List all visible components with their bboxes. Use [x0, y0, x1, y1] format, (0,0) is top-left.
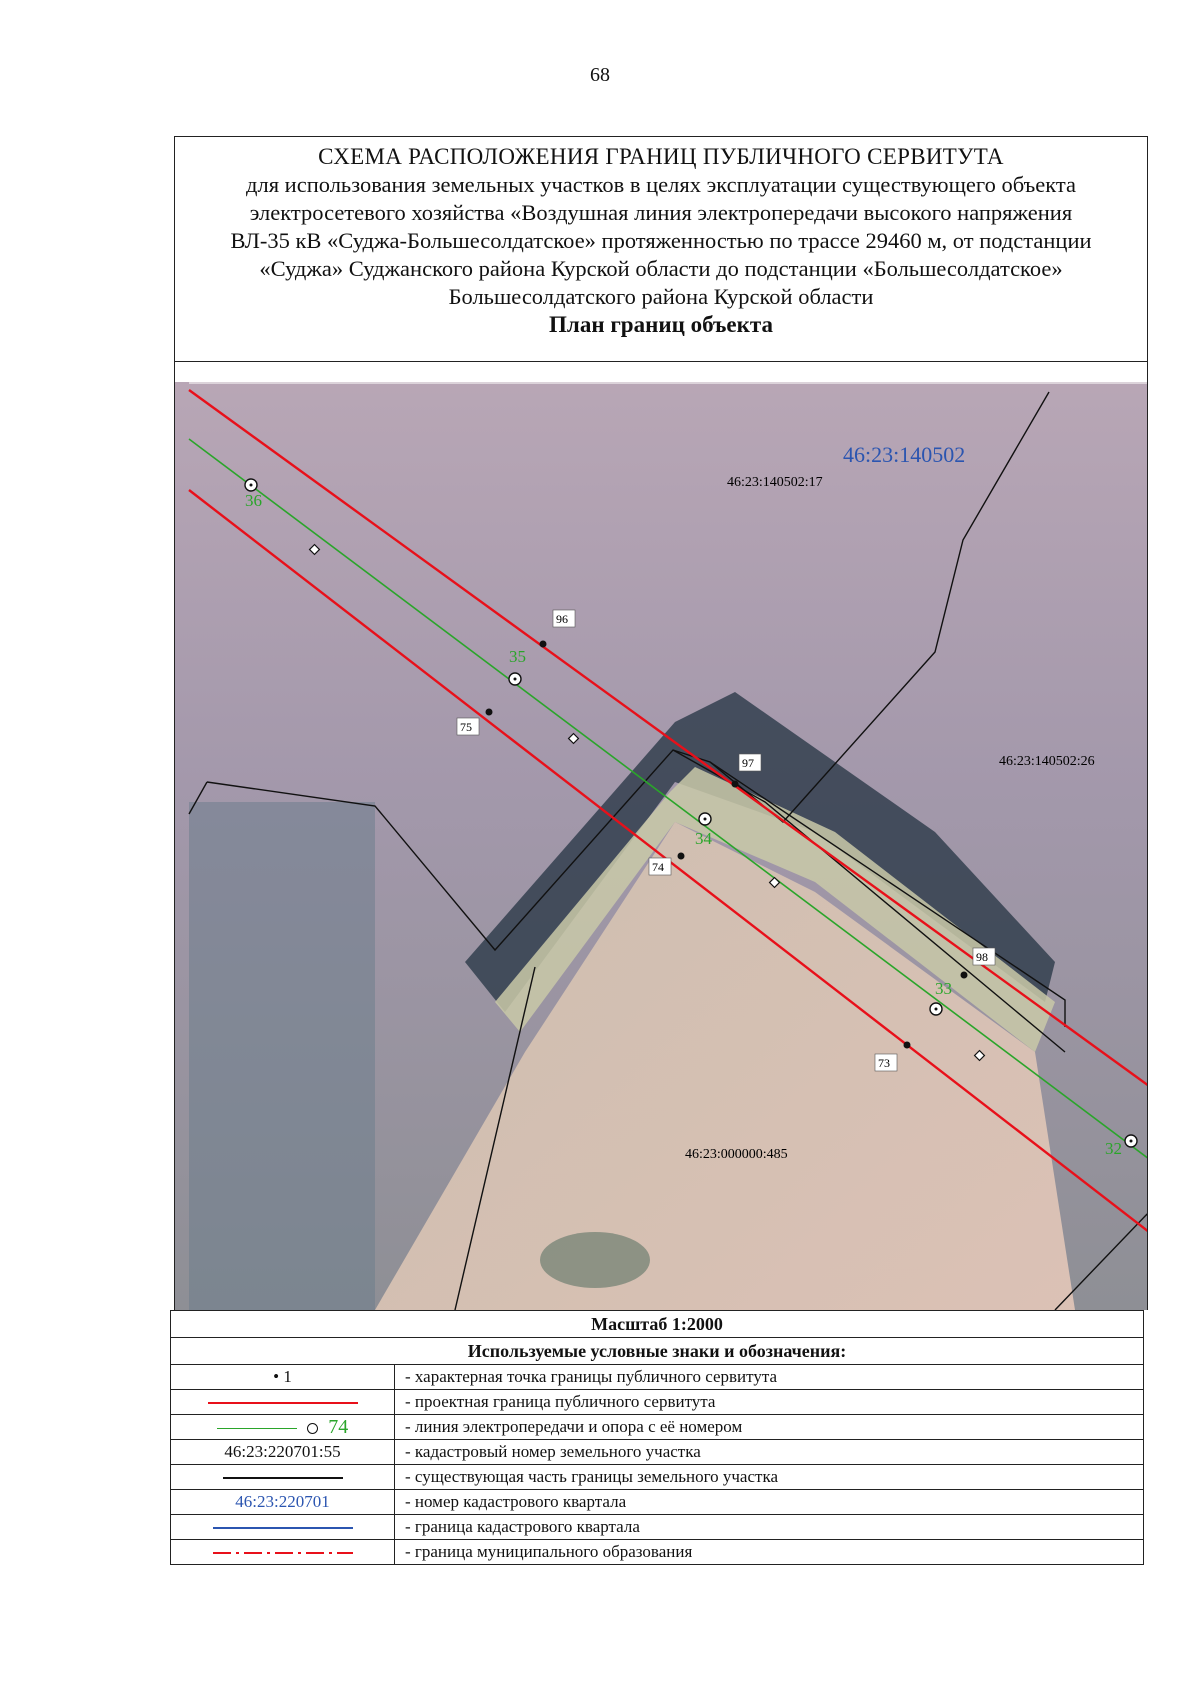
svg-text:75: 75	[460, 720, 472, 734]
boundary-point[interactable]	[732, 781, 739, 788]
pole-number: 36	[245, 491, 262, 510]
title-line: электросетевого хозяйства «Воздушная линия электропередачи высокого напряжения	[249, 200, 1073, 225]
svg-text:73: 73	[878, 1056, 890, 1070]
map-canvas	[175, 362, 1148, 1310]
legend-row	[171, 1465, 1144, 1490]
red-line-symbol	[171, 1390, 395, 1415]
legend-heading: Используемые условные знаки и обозначения:	[171, 1338, 1144, 1365]
title-block	[174, 136, 1148, 362]
title-line: Большесолдатского района Курской области	[448, 284, 874, 309]
point-label	[875, 1054, 897, 1071]
svg-text:96: 96	[556, 612, 568, 626]
pole-number: 33	[935, 979, 952, 998]
boundary-point[interactable]	[961, 972, 968, 979]
pole-number: 35	[509, 647, 526, 666]
legend-row	[171, 1515, 1144, 1540]
boundary-point[interactable]	[678, 853, 685, 860]
map-top-margin	[175, 362, 1148, 382]
legend-text: - номер кадастрового квартала	[395, 1490, 1144, 1515]
title-line: ВЛ-35 кВ «Суджа-Большесолдатское» протяженностью по трассе 29460 м, от подстанции	[230, 228, 1092, 253]
pole-number: 34	[695, 829, 712, 848]
plan-subtitle: План границ объекта	[549, 312, 773, 337]
dashdot-line-symbol	[171, 1540, 395, 1565]
legend-text: - кадастровый номер земельного участка	[395, 1440, 1144, 1465]
point-symbol: • 1	[171, 1365, 395, 1390]
pole-icon	[307, 1423, 318, 1434]
pole-marker[interactable]	[1125, 1135, 1137, 1147]
point-label	[649, 858, 671, 875]
legend-row	[171, 1390, 1144, 1415]
parcel-number: 46:23:140502:26	[999, 754, 1095, 769]
pole-number: 32	[1105, 1139, 1122, 1158]
boundary-point[interactable]	[486, 709, 493, 716]
point-label	[739, 754, 761, 771]
point-label	[553, 610, 575, 627]
pole-marker[interactable]	[245, 479, 257, 491]
legend-text: - проектная граница публичного сервитута	[395, 1390, 1144, 1415]
scale-label: Масштаб 1:2000	[171, 1311, 1144, 1338]
quarter-number-symbol: 46:23:220701	[171, 1490, 395, 1515]
title-line: для использования земельных участков в целях эксплуатации существующего объекта	[246, 172, 1076, 197]
parcel-number-symbol: 46:23:220701:55	[171, 1440, 395, 1465]
pole-marker[interactable]	[509, 673, 521, 685]
legend-row	[171, 1440, 1144, 1465]
parcel-number: 46:23:140502:17	[727, 475, 823, 490]
boundary-point[interactable]	[904, 1042, 911, 1049]
pole-marker[interactable]	[699, 813, 711, 825]
page-number: 68	[590, 64, 610, 86]
point-label	[457, 718, 479, 735]
pond	[540, 1232, 650, 1288]
svg-text:97: 97	[742, 756, 754, 770]
legend-text: - линия электропередачи и опора с её номером	[395, 1415, 1144, 1440]
title-line: «Суджа» Суджанского района Курской области до подстанции «Большесолдатское»	[259, 256, 1063, 281]
legend-row	[171, 1540, 1144, 1565]
legend-row	[171, 1415, 1144, 1440]
document-title: СХЕМА РАСПОЛОЖЕНИЯ ГРАНИЦ ПУБЛИЧНОГО СЕРВИТУТА	[318, 144, 1004, 169]
boundary-point[interactable]	[540, 641, 547, 648]
quarter-number: 46:23:140502	[843, 442, 966, 467]
svg-text:98: 98	[976, 950, 988, 964]
pole-sample-number: 74	[328, 1415, 349, 1438]
pole-marker[interactable]	[930, 1003, 942, 1015]
point-label	[973, 948, 995, 965]
power-line-symbol	[171, 1415, 395, 1440]
map-view[interactable]	[174, 362, 1148, 1310]
blue-line-symbol	[171, 1515, 395, 1540]
legend-text: - граница муниципального образования	[395, 1540, 1144, 1565]
black-line-symbol	[171, 1465, 395, 1490]
legend-text: - характерная точка границы публичного сервитута	[395, 1365, 1144, 1390]
legend-row	[171, 1490, 1144, 1515]
legend-text: - граница кадастрового квартала	[395, 1515, 1144, 1540]
parcel-number: 46:23:000000:485	[685, 1147, 788, 1162]
legend-text: - существующая часть границы земельного участка	[395, 1465, 1144, 1490]
svg-text:74: 74	[652, 860, 664, 874]
legend-row	[171, 1365, 1144, 1390]
legend-table	[170, 1310, 1144, 1565]
field-area	[189, 802, 375, 1310]
